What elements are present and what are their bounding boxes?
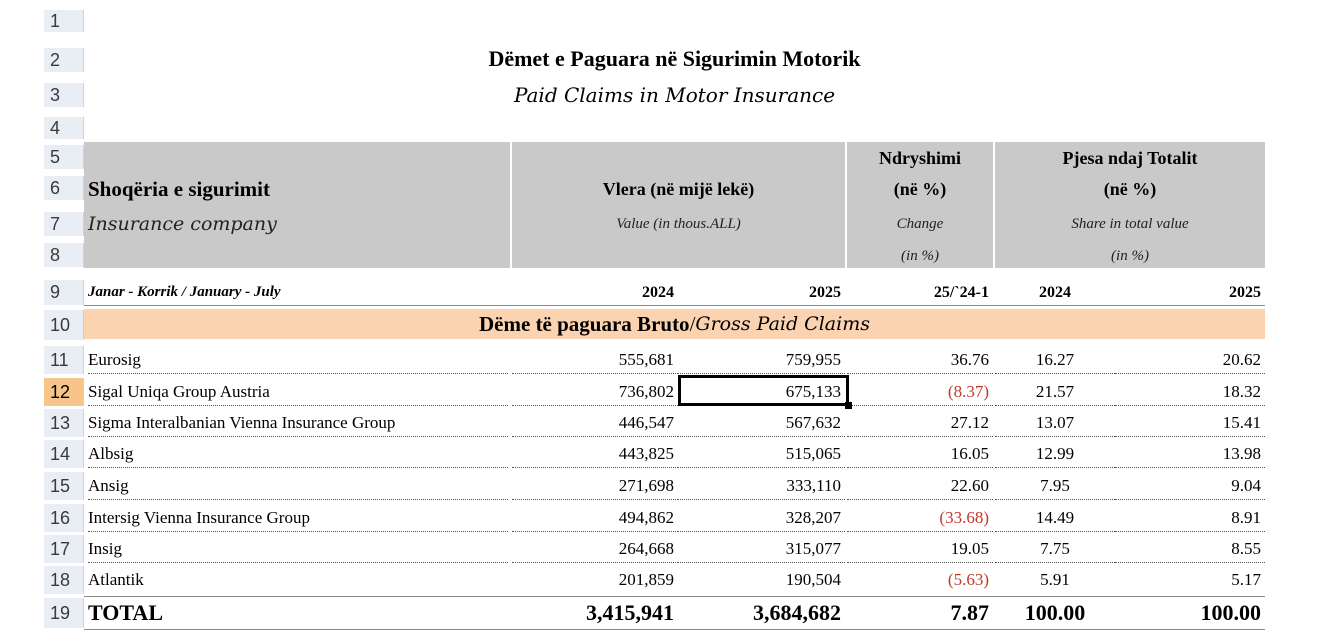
total-2025[interactable]: 3,684,682 [753,600,841,625]
value-2025[interactable]: 515,065 [678,440,845,468]
change-value[interactable]: (8.37) [847,378,993,406]
row-number[interactable]: 11 [44,346,84,374]
share-2025[interactable]: 9.04 [1115,472,1265,500]
row-number[interactable]: 3 [44,83,84,107]
share-2025[interactable]: 18.32 [1115,378,1265,406]
value-2024[interactable]: 494,862 [512,504,678,532]
change-value[interactable]: 36.76 [847,346,993,374]
share-2024[interactable]: 7.95 [995,472,1115,500]
table-row [0,378,1320,406]
total-2024[interactable]: 3,415,941 [586,600,674,625]
change-value[interactable]: (5.63) [947,570,989,589]
value-2024[interactable]: 555,681 [512,346,678,374]
change-value[interactable]: 22.60 [847,472,993,500]
share-2025[interactable]: 15.41 [1115,409,1265,437]
share-2024[interactable]: 5.91 [1040,570,1070,589]
change-header-unit[interactable]: (në %) [893,178,947,199]
share-header-en[interactable]: Share in total value [1071,215,1189,232]
share-header-en-unit[interactable]: (in %) [1111,247,1149,264]
row-number[interactable]: 17 [44,535,84,563]
row-number[interactable]: 10 [44,310,84,340]
table-row [0,535,1320,563]
row-number[interactable]: 18 [44,566,84,594]
total-share-2024[interactable]: 100.00 [1024,600,1086,625]
share-2025[interactable]: 8.55 [1115,535,1265,563]
value-2024[interactable]: 271,698 [512,472,678,500]
fill-handle[interactable] [845,402,852,409]
row-number[interactable]: 6 [44,176,84,200]
total-change[interactable]: 7.87 [950,600,989,625]
company-name[interactable]: Atlantik [88,570,144,589]
company-name[interactable]: Eurosig [88,346,508,374]
share-2024[interactable]: 7.75 [995,535,1115,563]
change-header-en-unit[interactable]: (in %) [901,247,939,264]
section-title[interactable] [84,309,1265,339]
section-separator: / [689,311,696,336]
sheet-title[interactable]: Dëmet e Paguara në Sigurimin Motorik [488,46,861,71]
share-header-unit[interactable]: (në %) [1103,178,1157,199]
change-period[interactable]: 25/`24-1 [933,283,989,301]
company-header[interactable]: Shoqëria e sigurimit [88,176,270,201]
row-number[interactable]: 19 [44,598,84,628]
row-number[interactable]: 14 [44,440,84,468]
share-year-2025[interactable]: 2025 [1229,283,1261,301]
share-2024[interactable]: 16.27 [995,346,1115,374]
row-number[interactable]: 4 [44,117,84,139]
value-header[interactable]: Vlera (në mijë lekë) [602,178,755,199]
section-title-en: Gross Paid Claims [695,313,870,335]
company-name[interactable]: Ansig [88,472,508,500]
value-2025[interactable]: 190,504 [785,570,841,589]
share-2025[interactable]: 20.62 [1115,346,1265,374]
active-cell-selection[interactable] [678,375,849,406]
table-row [0,440,1320,468]
row-number[interactable]: 9 [44,280,84,305]
share-2025[interactable]: 13.98 [1115,440,1265,468]
row-number[interactable]: 5 [44,145,84,169]
year-2024[interactable]: 2024 [642,283,674,301]
table-row [0,504,1320,532]
value-2024[interactable]: 443,825 [512,440,678,468]
change-value[interactable]: (33.68) [847,504,993,532]
company-header-en[interactable]: Insurance company [88,213,277,235]
change-header[interactable]: Ndryshimi [878,147,961,168]
share-2025[interactable]: 8.91 [1115,504,1265,532]
share-2025[interactable]: 5.17 [1231,570,1261,589]
share-2024[interactable]: 12.99 [995,440,1115,468]
value-2025[interactable]: 315,077 [678,535,845,563]
share-year-2024[interactable]: 2024 [1039,283,1071,301]
row-number[interactable]: 13 [44,409,84,437]
change-value[interactable]: 27.12 [847,409,993,437]
change-header-en[interactable]: Change [896,215,944,232]
year-2025[interactable]: 2025 [809,283,841,301]
table-row [0,566,1320,594]
row-number-active[interactable]: 12 [44,378,84,406]
share-header[interactable]: Pjesa ndaj Totalit [1062,147,1198,168]
row-number[interactable]: 2 [44,48,84,72]
company-name[interactable]: Albsig [88,440,508,468]
row-number[interactable]: 16 [44,504,84,532]
row-number[interactable]: 15 [44,472,84,500]
value-2024[interactable]: 736,802 [512,378,678,406]
total-share-2025[interactable]: 100.00 [1200,600,1261,625]
company-name[interactable]: Sigal Uniqa Group Austria [88,378,508,406]
value-2025[interactable]: 567,632 [678,409,845,437]
row-number[interactable]: 7 [44,212,84,236]
change-value[interactable]: 16.05 [847,440,993,468]
share-2024[interactable]: 21.57 [995,378,1115,406]
total-label[interactable]: TOTAL [88,600,163,625]
table-row [0,472,1320,500]
value-header-en[interactable]: Value (in thous.ALL) [616,215,741,232]
change-value[interactable]: 19.05 [847,535,993,563]
row-number[interactable]: 1 [44,10,84,32]
section-title-sq: Dëme të paguara Bruto [479,311,690,336]
share-2024[interactable]: 13.07 [995,409,1115,437]
sheet-subtitle[interactable]: Paid Claims in Motor Insurance [513,83,836,107]
table-row [0,346,1320,374]
value-2025[interactable]: 675,133 [678,378,845,406]
value-2024[interactable]: 264,668 [512,535,678,563]
company-name[interactable]: Insig [88,535,508,563]
row-number[interactable]: 8 [44,243,84,267]
total-row [0,598,1320,628]
period-label[interactable]: Janar - Korrik / January - July [88,284,281,300]
value-2025[interactable]: 328,207 [678,504,845,532]
table-row [0,409,1320,437]
company-name[interactable]: Intersig Vienna Insurance Group [88,504,508,532]
share-2024[interactable]: 14.49 [995,504,1115,532]
value-2024[interactable]: 201,859 [618,570,674,589]
value-2025[interactable]: 759,955 [678,346,845,374]
company-name[interactable]: Sigma Interalbanian Vienna Insurance Group [88,409,508,437]
value-2024[interactable]: 446,547 [512,409,678,437]
value-2025[interactable]: 333,110 [678,472,845,500]
